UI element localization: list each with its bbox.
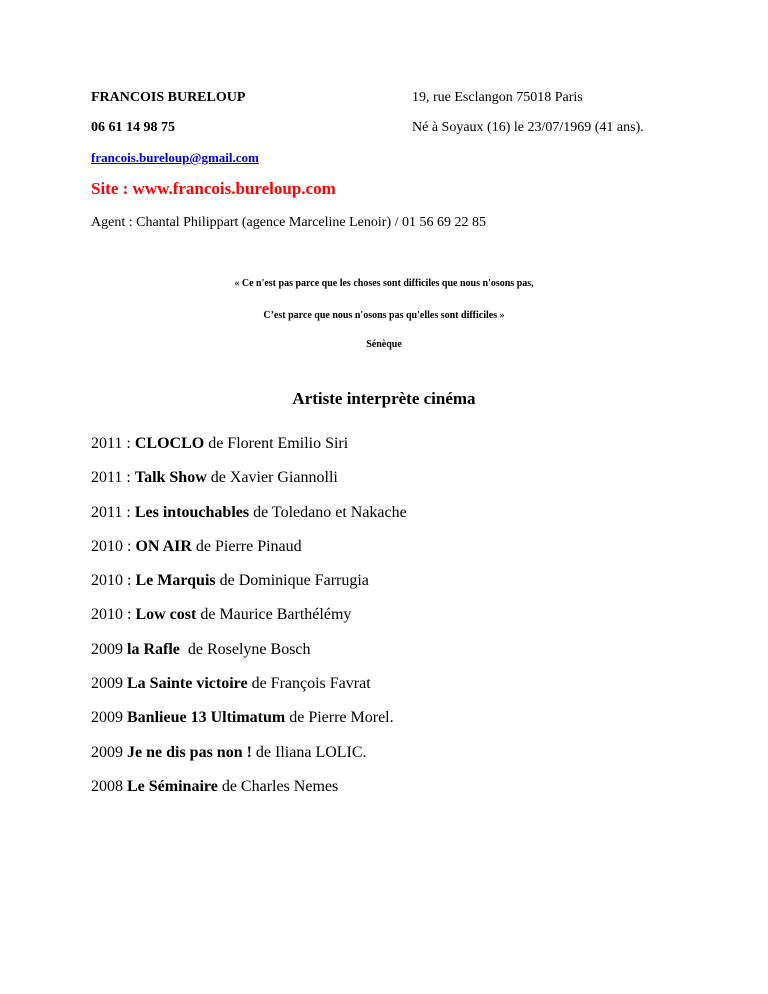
film-title: Je ne dis pas non ! [127, 743, 252, 761]
film-title: La Sainte victoire [127, 675, 248, 693]
film-director: de Charles Nemes [217, 777, 339, 795]
film-item [91, 434, 407, 468]
film-director: de Pierre Pinaud [191, 537, 302, 555]
phone-number: 06 61 14 98 75 [91, 120, 175, 135]
film-item [91, 468, 407, 502]
film-item [91, 503, 407, 537]
quote-author: Sénèque [366, 339, 402, 350]
section-title: Artiste interprète cinéma [292, 389, 476, 408]
film-director: de François Favrat [247, 675, 371, 693]
birth-info: Né à Soyaux (16) le 23/07/1969 (41 ans). [412, 120, 644, 135]
film-director: de Dominique Farrugia [215, 572, 369, 590]
film-item [91, 571, 407, 605]
film-item [91, 605, 407, 639]
website-line: Site : www.francois.bureloup.com [91, 179, 336, 198]
film-title: Low cost [135, 606, 197, 624]
filmography-list [91, 434, 407, 811]
film-director: de Pierre Morel. [285, 709, 394, 727]
film-director: de Maurice Barthélémy [196, 606, 352, 624]
film-year: 2010 : [91, 606, 136, 624]
film-item [91, 777, 407, 811]
film-director: de Xavier Giannolli [206, 469, 338, 487]
film-title: Les intouchables [134, 503, 250, 521]
film-item [91, 743, 407, 777]
film-year: 2009 [91, 743, 127, 761]
film-year: 2010 : [91, 572, 136, 590]
film-year: 2009 [91, 640, 127, 658]
film-director: de Iliana LOLIC. [251, 743, 367, 761]
film-title: Le Marquis [135, 572, 216, 590]
agent-line: Agent : Chantal Philippart (agence Marceline Lenoir) / 01 56 69 22 85 [91, 215, 487, 230]
film-title: CLOCLO [134, 435, 205, 452]
quote-line-2: C’est parce que nous n'osons pas qu'elles sont difficiles » [263, 310, 505, 321]
film-year: 2008 [91, 777, 127, 795]
film-title: la Rafle [127, 640, 180, 658]
film-item [91, 674, 407, 708]
film-title: Talk Show [134, 469, 207, 487]
quote-line-1: « Ce n'est pas parce que les choses sont difficiles que nous n'osons pas, [234, 278, 534, 289]
film-year: 2009 [91, 709, 127, 727]
film-year: 2011 : [91, 469, 135, 487]
film-director: de Roselyne Bosch [179, 640, 311, 658]
person-name: FRANCOIS BURELOUP [91, 90, 246, 105]
film-year: 2010 : [91, 537, 136, 555]
film-year: 2011 : [91, 503, 135, 521]
film-item [91, 537, 407, 571]
film-item [91, 640, 407, 674]
film-director: de Toledano et Nakache [249, 503, 407, 521]
film-title: Le Séminaire [127, 777, 218, 795]
email-link[interactable]: francois.bureloup@gmail.com [91, 150, 259, 165]
film-title: Banlieue 13 Ultimatum [127, 709, 286, 727]
film-item [91, 708, 407, 742]
film-title: ON AIR [135, 537, 192, 555]
film-year: 2009 [91, 675, 127, 693]
film-year: 2011 : [91, 435, 135, 452]
address: 19, rue Esclangon 75018 Paris [412, 90, 583, 105]
film-director: de Florent Emilio Siri [204, 435, 349, 452]
